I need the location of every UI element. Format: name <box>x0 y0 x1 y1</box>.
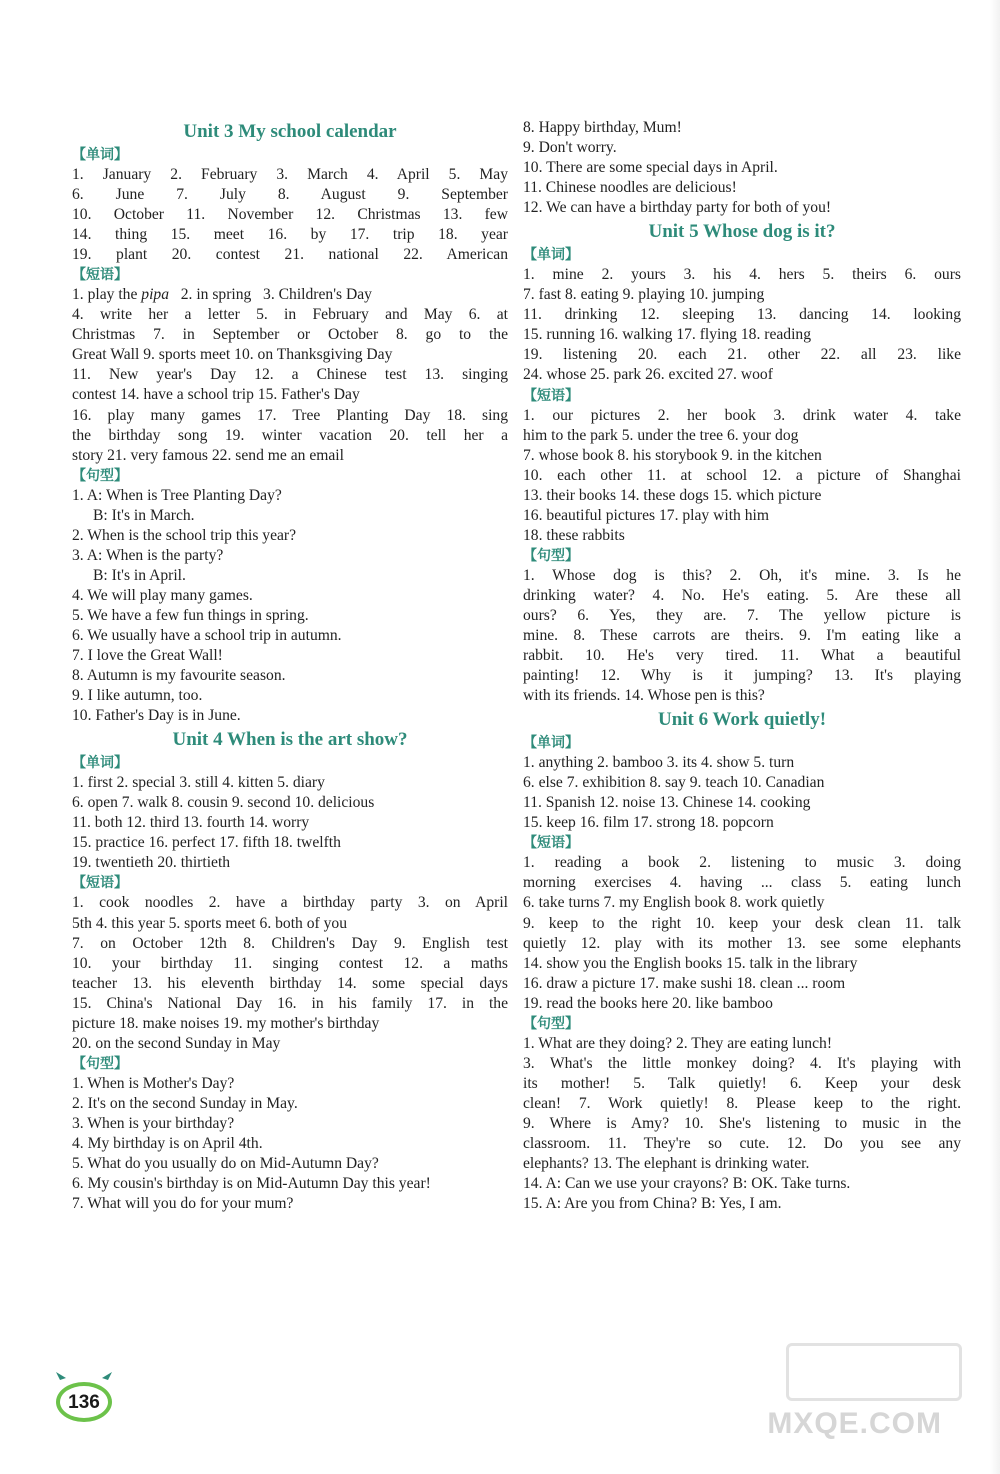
unit-title: Unit 5 Whose dog is it? <box>648 221 836 243</box>
answer-line: 4. We will play many games. <box>72 586 253 604</box>
answer-line: him to the park 5. under the tree 6. your dog <box>523 426 799 444</box>
answer-line: 11. both 12. third 13. fourth 14. worry <box>72 814 310 832</box>
answer-line: ours? 6. Yes, they are. 7. The yellow picture is <box>523 606 961 624</box>
answer-line: 7. fast 8. eating 9. playing 10. jumping <box>523 286 765 304</box>
section-label: 【短语】 <box>72 267 128 284</box>
answer-line: 1. Whose dog is this? 2. Oh, it's mine. 3. Is he <box>523 566 961 584</box>
answer-line <box>72 285 508 305</box>
answer-line: 7. on October 12th 8. Children's Day 9. English test <box>72 934 508 952</box>
answer-line: 10. There are some special days in April. <box>523 159 778 177</box>
answer-line: 19. twentieth 20. thirtieth <box>72 854 231 872</box>
answer-line: drinking water? 4. No. He's eating. 5. Are these all <box>523 586 961 604</box>
line-text: 2. in spring 3. Children's Day <box>169 286 372 304</box>
answer-line: 6. My cousin's birthday is on Mid-Autumn Day this year! <box>72 1175 431 1193</box>
answer-line: 18. these rabbits <box>523 526 625 544</box>
answer-line: 10. your birthday 11. singing contest 12. a maths <box>72 954 508 972</box>
answer-line: 9. Don't worry. <box>523 139 617 157</box>
section-label: 【句型】 <box>72 1055 128 1072</box>
section-label: 【短语】 <box>523 387 579 404</box>
answer-line: 15. practice 16. perfect 17. fifth 18. twelfth <box>72 834 341 852</box>
answer-line: contest 14. have a school trip 15. Father's Day <box>72 386 360 404</box>
answer-line: 9. I like autumn, too. <box>72 687 203 705</box>
answer-line: 6. open 7. walk 8. cousin 9. second 10. delicious <box>72 794 375 812</box>
answer-line: story 21. very famous 22. send me an email <box>72 446 344 464</box>
answer-line: 13. their books 14. these dogs 15. which picture <box>523 486 822 504</box>
answer-line: 15. China's National Day 16. in his family 17. in the <box>72 994 508 1012</box>
answer-line: 3. A: When is the party? <box>72 546 224 564</box>
answer-line: clean! 7. Work quietly! 8. Please keep to the right. <box>523 1094 961 1112</box>
answer-line: 6. June 7. July 8. August 9. September <box>72 186 508 204</box>
answer-line: 16. play many games 17. Tree Planting Day 18. sing <box>72 406 508 424</box>
answer-line: 1. January 2. February 3. March 4. April 5. May <box>72 166 508 183</box>
answer-line: 1. reading a book 2. listening to music 3. doing <box>523 854 961 872</box>
answer-line: B: It's in April. <box>93 566 186 584</box>
section-label: 【句型】 <box>72 467 128 484</box>
answer-line: rabbit. 10. He's very tired. 11. What a beautiful <box>523 647 961 665</box>
section-label: 【短语】 <box>523 835 579 852</box>
answer-line: 1. A: When is Tree Planting Day? <box>72 486 282 504</box>
answer-line: 9. keep to the right 10. keep your desk clean 11. talk <box>523 914 961 932</box>
answer-line: 15. keep 16. film 17. strong 18. popcorn <box>523 814 774 832</box>
right-column <box>523 118 961 1214</box>
answer-line: 4. My birthday is on April 4th. <box>72 1134 263 1152</box>
answer-line: 14. show you the English books 15. talk in the library <box>523 954 858 972</box>
left-column <box>72 118 508 1214</box>
answer-line: 1. When is Mother's Day? <box>72 1074 235 1092</box>
watermark <box>767 1346 982 1446</box>
italic-word: pipa <box>141 286 170 304</box>
answer-line: 5th 4. this year 5. sports meet 6. both of you <box>72 914 348 932</box>
watermark-text: MXQE.COM <box>767 1407 942 1440</box>
answer-line: mine. 8. These carrots are theirs. 9. I'm eating like a <box>523 626 961 644</box>
answer-line: 1. first 2. special 3. still 4. kitten 5. diary <box>72 774 325 792</box>
answer-line: 6. take turns 7. my English book 8. work quietly <box>523 894 825 912</box>
answer-line: 11. Chinese noodles are delicious! <box>523 179 737 197</box>
answer-line: 11. New year's Day 12. a Chinese test 13. singing <box>72 366 508 384</box>
section-label: 【句型】 <box>523 547 579 564</box>
answer-line: 7. whose book 8. his storybook 9. in the kitchen <box>523 446 822 464</box>
answer-line: B: It's in March. <box>93 506 195 524</box>
section-label: 【单词】 <box>523 247 579 264</box>
answer-line: 1. cook noodles 2. have a birthday party 3. on April <box>72 894 508 912</box>
answer-line: 8. Happy birthday, Mum! <box>523 119 682 136</box>
unit-title: Unit 4 When is the art show? <box>172 729 408 751</box>
answer-line: teacher 13. his eleventh birthday 14. some special days <box>72 974 508 992</box>
answer-line: 2. It's on the second Sunday in May. <box>72 1094 298 1112</box>
answer-line: 3. What's the little monkey doing? 4. It's playing with <box>523 1054 961 1072</box>
answer-line: 20. on the second Sunday in May <box>72 1034 281 1052</box>
answer-line: 2. When is the school trip this year? <box>72 526 297 544</box>
answer-line: 16. beautiful pictures 17. play with him <box>523 506 769 524</box>
watermark-logo-box <box>786 1343 962 1401</box>
section-label: 【单词】 <box>523 735 579 752</box>
answer-line: 19. plant 20. contest 21. national 22. American <box>72 246 508 264</box>
answer-line: elephants? 13. The elephant is drinking water. <box>523 1155 810 1173</box>
answer-line: 1. our pictures 2. her book 3. drink water 4. take <box>523 406 961 424</box>
answer-line: picture 18. make noises 19. my mother's birthday <box>72 1014 380 1032</box>
section-label: 【句型】 <box>523 1015 579 1032</box>
answer-line: 10. October 11. November 12. Christmas 13. few <box>72 206 508 224</box>
answer-line: 4. write her a letter 5. in February and May 6. at <box>72 306 508 324</box>
answer-line: 16. draw a picture 17. make sushi 18. clean ... room <box>523 974 846 992</box>
answer-line: its mother! 5. Talk quietly! 6. Keep your desk <box>523 1074 961 1092</box>
answer-line: 15. running 16. walking 17. flying 18. reading <box>523 326 812 344</box>
answer-line: 5. We have a few fun things in spring. <box>72 606 309 624</box>
answer-line: 12. We can have a birthday party for both of you! <box>523 199 832 217</box>
answer-line: 8. Autumn is my favourite season. <box>72 667 286 685</box>
answer-line: 1. anything 2. bamboo 3. its 4. show 5. turn <box>523 754 795 772</box>
answer-line: 5. What do you usually do on Mid-Autumn Day? <box>72 1155 379 1173</box>
section-label: 【单词】 <box>72 147 128 163</box>
answer-line: 24. whose 25. park 26. excited 27. woof <box>523 366 773 384</box>
answer-line: Great Wall 9. sports meet 10. on Thanksgiving Day <box>72 346 393 364</box>
answer-line: 7. I love the Great Wall! <box>72 647 223 665</box>
answer-line: 14. A: Can we use your crayons? B: OK. Take turns. <box>523 1175 851 1193</box>
answer-line: 3. When is your birthday? <box>72 1114 235 1132</box>
page-number-badge <box>52 1370 116 1426</box>
answer-line: painting! 12. Why is it jumping? 13. It's playing <box>523 667 961 685</box>
unit-title: Unit 6 Work quietly! <box>657 709 827 731</box>
answer-line: quietly 12. play with its mother 13. see some elephants <box>523 934 961 952</box>
answer-line: 6. We usually have a school trip in autumn. <box>72 626 342 644</box>
answer-line: Christmas 7. in September or October 8. go to the <box>72 326 508 344</box>
answer-line: 10. Father's Day is in June. <box>72 707 241 725</box>
answer-line: with its friends. 14. Whose pen is this? <box>523 687 765 705</box>
answer-line: 11. drinking 12. sleeping 13. dancing 14. looking <box>523 306 961 324</box>
answer-line: 10. each other 11. at school 12. a picture of Shanghai <box>523 466 961 484</box>
answer-line: 14. thing 15. meet 16. by 17. trip 18. year <box>72 226 508 244</box>
page-number: 136 <box>68 1392 100 1413</box>
unit-title: Unit 3 My school calendar <box>183 121 397 142</box>
answer-line: 15. A: Are you from China? B: Yes, I am. <box>523 1195 782 1213</box>
answer-line: 19. read the books here 20. like bamboo <box>523 994 773 1012</box>
section-label: 【单词】 <box>72 755 128 772</box>
answer-line: 7. What will you do for your mum? <box>72 1195 294 1213</box>
answer-line: morning exercises 4. having ... class 5. eating lunch <box>523 874 961 892</box>
line-text: 1. play the <box>72 286 142 304</box>
answer-line: 6. else 7. exhibition 8. say 9. teach 10. Canadian <box>523 774 825 792</box>
answer-line: 11. Spanish 12. noise 13. Chinese 14. cooking <box>523 794 811 812</box>
page-edge <box>990 0 1000 1474</box>
section-label: 【短语】 <box>72 875 128 892</box>
answer-line: 19. listening 20. each 21. other 22. all 23. like <box>523 346 961 364</box>
answer-line: 1. What are they doing? 2. They are eating lunch! <box>523 1034 833 1052</box>
answer-line: 9. Where is Amy? 10. She's listening to music in the <box>523 1114 961 1132</box>
answer-line: 1. mine 2. yours 3. his 4. hers 5. theirs 6. ours <box>523 266 961 284</box>
answer-line: classroom. 11. They're so cute. 12. Do you see any <box>523 1134 961 1152</box>
answer-line: the birthday song 19. winter vacation 20. tell her a <box>72 426 508 444</box>
